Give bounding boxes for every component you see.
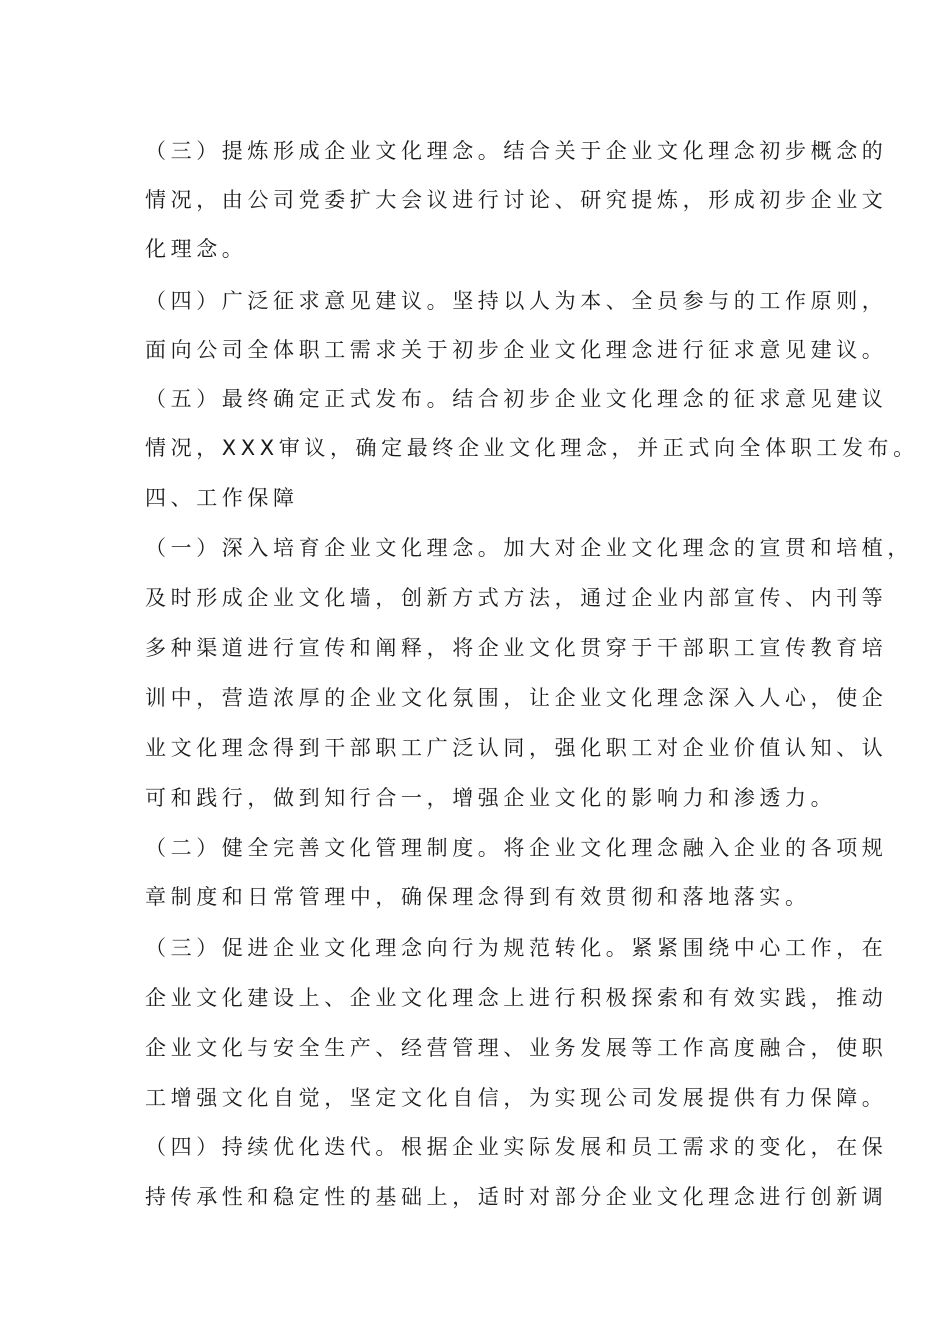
section-heading: 四、工作保障 — [145, 486, 299, 510]
text-line: 工增强文化自觉，坚定文化自信，为实现公司发展提供有力保障。 — [145, 1086, 888, 1110]
text-line: 章制度和日常管理中，确保理念得到有效贯彻和落地落实。 — [145, 885, 811, 909]
text-line: 可和践行，做到知行合一，增强企业文化的影响力和渗透力。 — [145, 786, 837, 810]
text-line: 持传承性和稳定性的基础上，适时对部分企业文化理念进行创新调 — [145, 1185, 888, 1209]
text-line: 及时形成企业文化墙，创新方式方法，通过企业内部宣传、内刊等 — [145, 586, 888, 610]
text-line: 企业文化建设上、企业文化理念上进行积极探索和有效实践，推动 — [145, 986, 888, 1010]
text-line: （一）深入培育企业文化理念。加大对企业文化理念的宣贯和培植， — [145, 536, 913, 560]
text-line: 情况，由公司党委扩大会议进行讨论、研究提炼，形成初步企业文 — [145, 188, 888, 212]
text-line: （五）最终确定正式发布。结合初步企业文化理念的征求意见建议 — [145, 387, 888, 411]
text-line: 化理念。 — [145, 237, 248, 261]
text-line: 情况，XXX审议，确定最终企业文化理念，并正式向全体职工发布。 — [145, 436, 919, 460]
text-line: 多种渠道进行宣传和阐释，将企业文化贯穿于干部职工宣传教育培 — [145, 636, 888, 660]
text-line: （四）广泛征求意见建议。坚持以人为本、全员参与的工作原则， — [145, 289, 888, 313]
text-line: （二）健全完善文化管理制度。将企业文化理念融入企业的各项规 — [145, 836, 888, 860]
text-line: 企业文化与安全生产、经营管理、业务发展等工作高度融合，使职 — [145, 1036, 888, 1060]
text-line: （四）持续优化迭代。根据企业实际发展和员工需求的变化，在保 — [145, 1135, 888, 1159]
text-line: （三）提炼形成企业文化理念。结合关于企业文化理念初步概念的 — [145, 139, 888, 163]
text-line: 训中，营造浓厚的企业文化氛围，让企业文化理念深入人心，使企 — [145, 686, 888, 710]
text-line: 业文化理念得到干部职工广泛认同，强化职工对企业价值认知、认 — [145, 736, 888, 760]
text-line: 面向公司全体职工需求关于初步企业文化理念进行征求意见建议。 — [145, 338, 888, 362]
text-line: （三）促进企业文化理念向行为规范转化。紧紧围绕中心工作，在 — [145, 936, 888, 960]
